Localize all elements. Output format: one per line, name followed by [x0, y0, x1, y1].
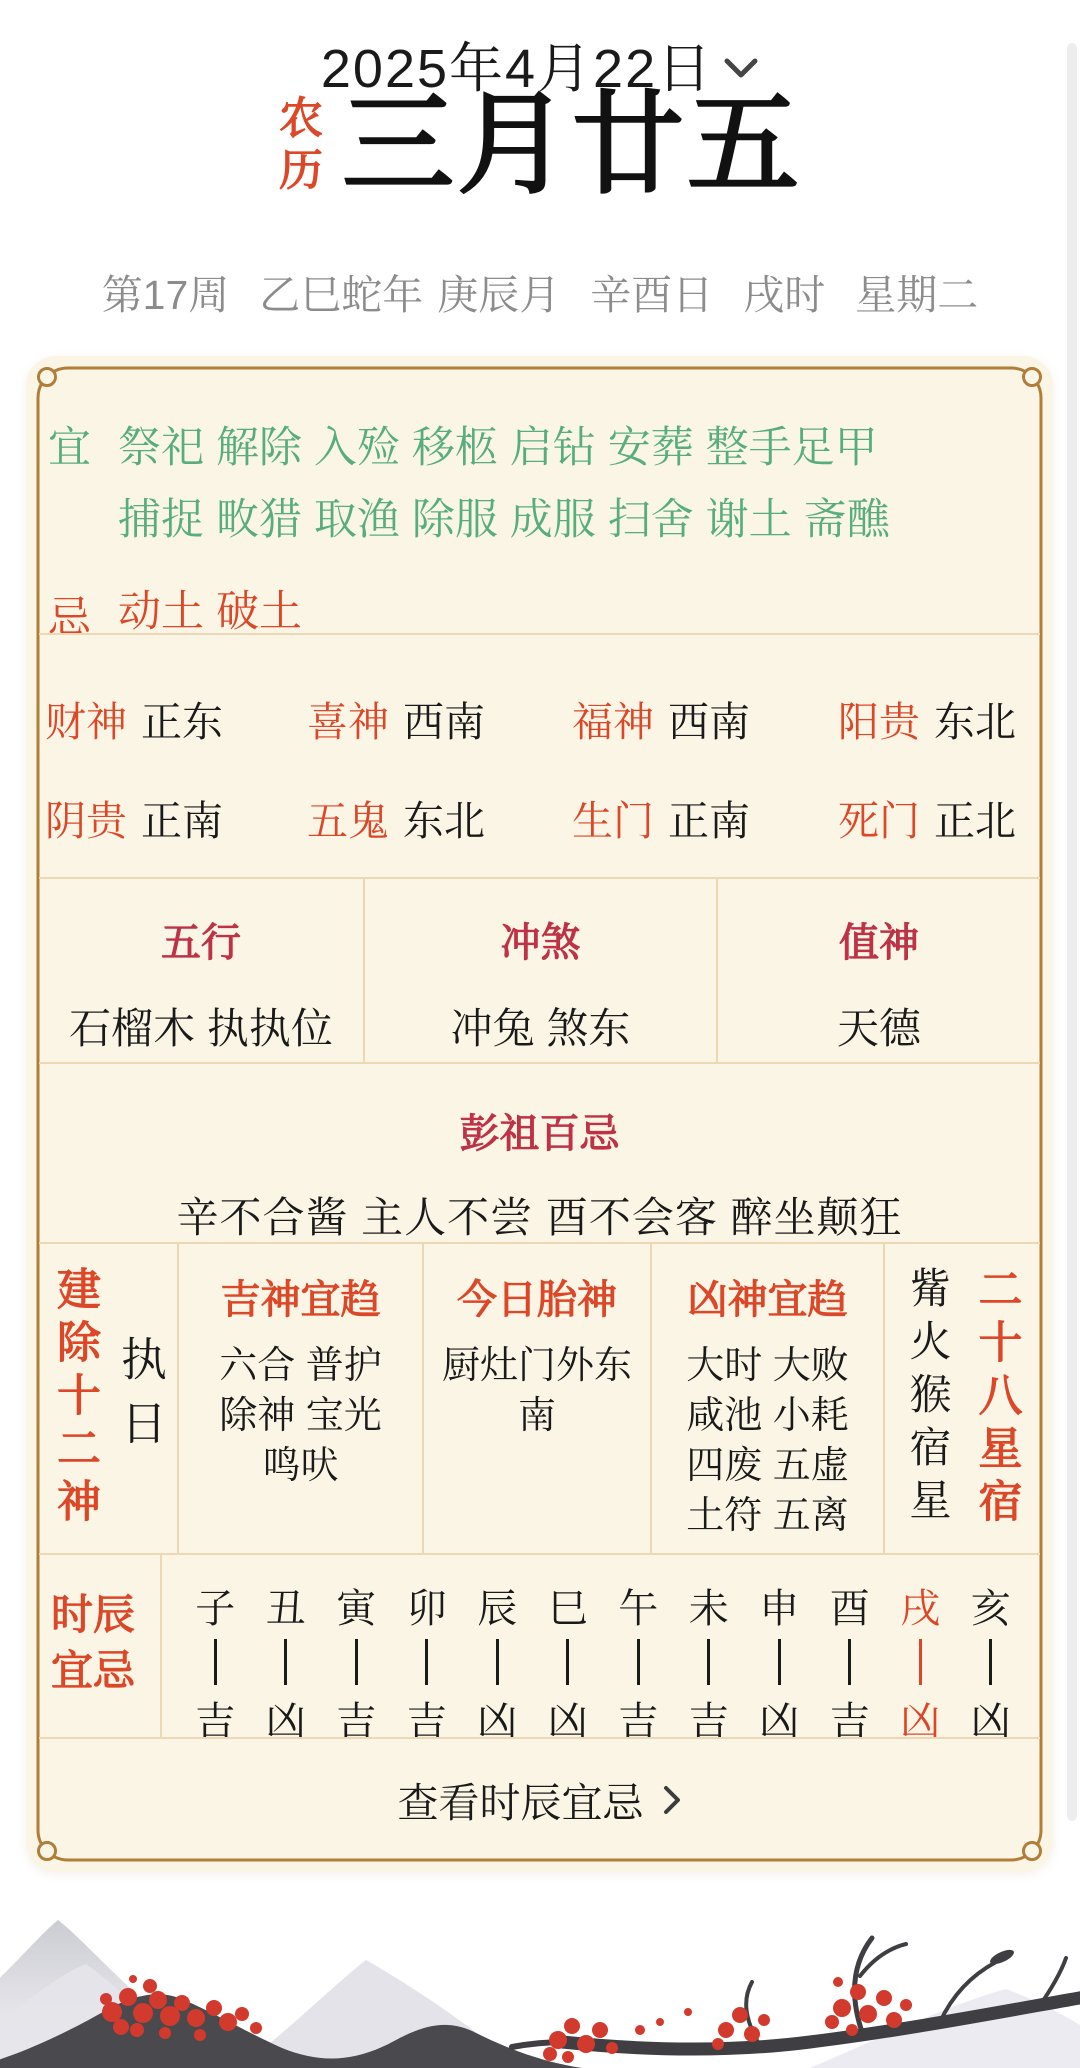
xiongshen-line: 土符 五离 [686, 1495, 849, 1537]
hour-divider [778, 1639, 781, 1685]
chevron-down-icon [723, 57, 759, 81]
chongsha-value: 冲兔 煞东 [450, 1005, 631, 1052]
xiongshen-column [650, 1244, 883, 1553]
hour-luck: 吉 [406, 1700, 447, 1744]
god-value: 正南 [141, 798, 223, 844]
shichen-label [39, 1555, 162, 1737]
god-label: 福神 [572, 699, 654, 745]
hour-branch: 寅 [336, 1587, 377, 1631]
hour-divider [637, 1639, 640, 1685]
jishen-label: 吉神宜趋 [220, 1278, 381, 1322]
god-label: 生门 [572, 798, 654, 844]
hour-divider [707, 1639, 710, 1685]
hour-divider [284, 1639, 287, 1685]
god-label: 阳贵 [838, 699, 920, 745]
hour-item[interactable] [830, 1577, 870, 1747]
jishen-line: 六合 普护 [219, 1345, 382, 1387]
zhishen-label: 值神 [839, 921, 919, 965]
hour-item[interactable] [971, 1577, 1011, 1747]
hour-divider [919, 1639, 922, 1685]
hour-item[interactable] [618, 1577, 658, 1747]
chongsha-label: 冲煞 [500, 921, 581, 965]
jishen-line: 除神 宝光 [219, 1395, 382, 1437]
god-cell-xishen [307, 689, 572, 748]
hour-divider [566, 1639, 569, 1685]
hour-luck-list [162, 1555, 1040, 1744]
pengzu-value: 辛不合酱 主人不尝 酉不会客 醉坐颠狂 [176, 1194, 903, 1241]
hour-item[interactable] [759, 1577, 799, 1747]
view-hours-label: 查看时辰宜忌 [397, 1780, 644, 1826]
god-label: 五鬼 [307, 798, 389, 844]
taishen-label: 今日胎神 [457, 1278, 617, 1322]
yi-label: 宜 [48, 424, 91, 472]
pengzu-label: 彭祖百忌 [459, 1112, 620, 1156]
hour-branch: 未 [688, 1587, 729, 1631]
xingxiu-label: 二十八星宿 [971, 1266, 1021, 1531]
view-hours-link[interactable] [39, 1737, 1040, 1860]
hour-item[interactable] [900, 1577, 940, 1747]
god-cell-yanggui [838, 689, 1040, 748]
hour-branch: 子 [195, 1587, 236, 1631]
xiongshen-line: 咸池 小耗 [686, 1395, 849, 1437]
god-value: 西南 [403, 699, 485, 745]
god-value: 正东 [141, 699, 223, 745]
yi-items-line2: 捕捉 畋猎 取渔 除服 成服 扫舍 谢土 斋醮 [118, 496, 890, 544]
god-value: 正北 [934, 798, 1016, 844]
jishen-column [177, 1244, 422, 1553]
shichen-section [39, 1553, 1040, 1744]
weekday: 星期二 [855, 272, 979, 318]
ji-items: 动土 破土 [118, 588, 302, 636]
pengzu-section [39, 1062, 1040, 1242]
shichen-label-line1: 时辰 [51, 1591, 136, 1638]
hour-divider [848, 1639, 851, 1685]
hour-luck: 凶 [547, 1700, 588, 1744]
gods-direction-grid [39, 633, 1040, 877]
ganzhi-day: 辛酉日 [590, 272, 714, 318]
hour-item[interactable] [336, 1577, 376, 1747]
calendar-meta [0, 262, 1080, 321]
hour-branch: 酉 [829, 1587, 870, 1631]
hour-luck: 凶 [759, 1700, 800, 1744]
hour-branch: 巳 [547, 1587, 588, 1631]
hour-luck: 吉 [688, 1700, 729, 1744]
hour-luck: 凶 [265, 1700, 306, 1744]
god-label: 喜神 [307, 699, 389, 745]
god-label: 财神 [45, 699, 127, 745]
zhishen-value: 天德 [836, 1005, 921, 1052]
ganzhi-year: 乙巳蛇年 [259, 272, 424, 318]
lunar-calendar-label: 农历 [279, 93, 323, 195]
hour-luck: 凶 [900, 1700, 941, 1744]
jianchu-label: 建除十二神 [50, 1266, 99, 1531]
lunar-date-title: 三月廿五 [342, 82, 802, 207]
current-shichen: 戌时 [743, 272, 826, 318]
jianchu-column [39, 1244, 177, 1553]
yi-ji-section [39, 368, 1040, 642]
hour-branch: 午 [618, 1587, 659, 1631]
taishen-column [422, 1244, 650, 1553]
ganzhi-month: 庚辰月 [437, 272, 561, 318]
chongsha-cell [363, 879, 716, 1062]
hour-item[interactable] [477, 1577, 517, 1747]
god-label: 阴贵 [45, 798, 127, 844]
hour-divider [989, 1639, 992, 1685]
xiongshen-line: 四废 五虚 [686, 1445, 849, 1487]
hour-luck: 凶 [970, 1700, 1011, 1744]
five-column-section [39, 1242, 1040, 1553]
yi-row [48, 412, 1026, 556]
god-value: 东北 [403, 798, 485, 844]
hour-divider [355, 1639, 358, 1685]
hour-item[interactable] [266, 1577, 306, 1747]
week-number: 第17周 [101, 272, 230, 318]
hour-luck: 吉 [336, 1700, 377, 1744]
xiongshen-line: 大时 大败 [686, 1345, 849, 1387]
lunar-date-block [0, 82, 1080, 207]
god-label: 死门 [838, 798, 920, 844]
current-date: 2025年4月22日 [320, 39, 714, 99]
hour-branch: 丑 [265, 1587, 306, 1631]
xiongshen-label: 凶神宜趋 [687, 1278, 848, 1322]
shichen-label-line2: 宜忌 [51, 1647, 136, 1694]
hour-divider [425, 1639, 428, 1685]
ink-painting-footer [0, 1895, 1080, 2068]
xingxiu-value: 觜火猴宿星 [904, 1266, 952, 1531]
wuxing-label: 五行 [161, 921, 241, 965]
hour-branch: 卯 [406, 1587, 447, 1631]
hour-item[interactable] [195, 1577, 235, 1747]
zhishen-cell [716, 879, 1040, 1062]
god-value: 东北 [934, 699, 1016, 745]
hour-divider [496, 1639, 499, 1685]
god-cell-caishen [45, 689, 307, 748]
god-cell-yingui [45, 788, 307, 847]
yi-items-line1: 祭祀 解除 入殓 移柩 启钻 安葬 整手足甲 [118, 424, 878, 472]
hour-luck: 吉 [195, 1700, 236, 1744]
hour-luck: 吉 [829, 1700, 870, 1744]
scrollbar[interactable] [1067, 43, 1077, 1821]
jianchu-value: 执日 [115, 1334, 167, 1463]
god-cell-simen [838, 788, 1040, 847]
hour-luck: 吉 [618, 1700, 659, 1744]
wuxing-chongsha-zhishen-row [39, 877, 1040, 1062]
hour-item[interactable] [407, 1577, 447, 1747]
hour-item[interactable] [689, 1577, 729, 1747]
hour-item[interactable] [548, 1577, 588, 1747]
wuxing-value: 石榴木 执执位 [69, 1005, 333, 1052]
wuxing-cell [39, 879, 363, 1062]
hour-divider [214, 1639, 217, 1685]
ji-label: 忌 [48, 594, 91, 642]
taishen-line: 厨灶门外东 [441, 1345, 632, 1387]
jishen-line: 鸣吠 [262, 1445, 339, 1487]
hour-branch: 戌 [900, 1587, 941, 1631]
xingxiu-column [883, 1244, 1040, 1553]
chevron-right-icon [662, 1784, 682, 1816]
god-value: 西南 [668, 699, 750, 745]
hour-branch: 辰 [477, 1587, 518, 1631]
taishen-line: 南 [517, 1395, 556, 1437]
almanac-card [26, 356, 1053, 1872]
god-cell-wugui [307, 788, 572, 847]
god-cell-fushen [572, 689, 838, 748]
god-value: 正南 [668, 798, 750, 844]
hour-branch: 亥 [970, 1587, 1011, 1631]
hour-luck: 凶 [477, 1700, 518, 1744]
god-cell-shengmen [572, 788, 838, 847]
hour-branch: 申 [759, 1587, 800, 1631]
